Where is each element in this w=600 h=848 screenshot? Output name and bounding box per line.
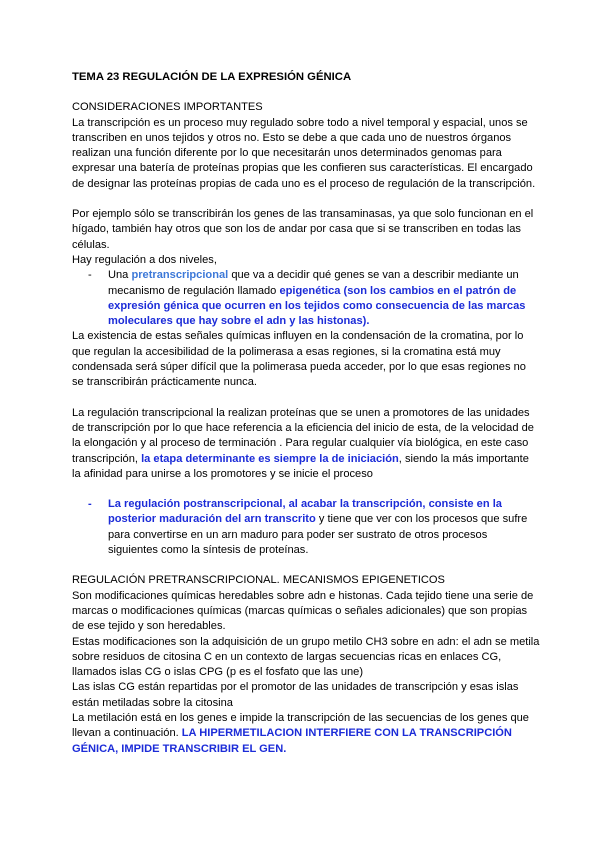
postranscriptional-list bbox=[72, 497, 540, 558]
paragraph-hypermethylation bbox=[72, 711, 540, 757]
page-title: TEMA 23 REGULACIÓN DE LA EXPRESIÓN GÉNICA bbox=[72, 71, 352, 83]
paragraph-intro: La transcripción es un proceso muy regulado sobre todo a nivel temporal y espacial, unos se transcriben en unos tejidos y otros no. Esto se debe a que cada uno de nuestros órganos realizan una función diferente por lo que necesitarán unos determinados genomas para expresar una batería de proteínas propias que les confieren sus características. El encargado de designar las proteínas propias de cada uno es el proceso de regulación de la transcripción. bbox=[72, 116, 536, 190]
paragraph-methylation: Estas modificaciones son la adquisición de un grupo metilo CH3 sobre en adn: el adn se metila sobre residuos de citosina C en un contexto de largas secuencias ricas en enlaces CG, llamados islas CG o islas CPG (p es el fosfato que las une) bbox=[72, 635, 540, 679]
list-text: que va a decidir qué genes se van a describir mediante un mecanismo de regulación llamado bbox=[108, 269, 519, 297]
list-text: y tiene que ver con los procesos que sufre para convertirse en un arn maduro para poder ser sustrato de otros procesos siguientes como la síntesis de proteínas. bbox=[108, 513, 528, 557]
paragraph-text: , siendo la más importante la afinidad para unirse a los promotores y se inicie el proceso bbox=[72, 452, 529, 480]
bullet-dash: - bbox=[88, 269, 92, 282]
highlight-epigenetica: epigenética (son los cambios en el patrón de expresión génica que ocurren en los tejidos como consecuencia de las marcas moleculares que hay sobre el adn y las histonas). bbox=[108, 284, 526, 328]
spacer bbox=[72, 192, 540, 207]
paragraph-chromatin: La existencia de estas señales químicas influyen en la condensación de la cromatina, por lo que regulan la accesibilidad de la polimerasa a esas regiones, si la cromatina está muy condensada será súper difícil que la polimerasa pueda acceder, por lo que esas regiones no se transcribirán prácticamente nunca. bbox=[72, 330, 526, 389]
paragraph-text: La regulación transcripcional la realizan proteínas que se unen a promotores de las unidades de transcripción por lo que hace referencia a la eficiencia del inicio de esta, de la velocidad de la elongación y al proceso de terminación . Para regular cualquier vía biológica, en este caso transcripción, bbox=[72, 406, 534, 465]
paragraph-transcriptional-regulation bbox=[72, 406, 540, 482]
paragraph-modifications: Son modificaciones químicas heredables sobre adn e histonas. Cada tejido tiene una serie de marcas o modificaciones químicas (marcas químicas o señales adicionales) que son propias de ese tejido y son heredables. bbox=[72, 589, 534, 633]
spacer bbox=[72, 558, 540, 573]
list-text: Una bbox=[108, 269, 132, 282]
highlight-postranscripcional: La regulación postranscripcional, al acabar la transcripción, consiste en la posterior maduración del arn transcrito bbox=[108, 498, 502, 526]
highlight-pretranscripcional: pretranscripcional bbox=[131, 269, 229, 282]
paragraph-cg-islands: Las islas CG están repartidas por el promotor de las unidades de transcripción y esas islas están metiladas sobre la citosina bbox=[72, 681, 519, 709]
levels-list bbox=[72, 268, 540, 329]
spacer bbox=[72, 391, 540, 406]
bullet-dash: - bbox=[88, 498, 92, 511]
spacer bbox=[72, 482, 540, 497]
paragraph-levels: Hay regulación a dos niveles, bbox=[72, 253, 217, 266]
list-item-pretranscriptional bbox=[72, 268, 540, 329]
paragraph-text: La metilación está en los genes e impide la transcripción de las secuencias de los genes que llevan a continuación. bbox=[72, 711, 529, 740]
paragraph-example: Por ejemplo sólo se transcribirán los genes de las transaminasas, ya que solo funcionan en el hígado, también hay otros que son los de andar por casa que si se transcriben en todas las células. bbox=[72, 208, 534, 251]
section-heading-epigenetics: REGULACIÓN PRETRANSCRIPCIONAL. MECANISMOS EPIGENETICOS bbox=[72, 574, 445, 587]
section-heading-considerations: CONSIDERACIONES IMPORTANTES bbox=[72, 101, 263, 114]
highlight-hipermetilacion: LA HIPERMETILACION INTERFIERE CON LA TRANSCRIPCIÓN GÉNICA, IMPIDE TRANSCRIBIR EL GEN. bbox=[72, 727, 512, 755]
highlight-iniciacion: la etapa determinante es siempre la de iniciación bbox=[141, 452, 399, 465]
list-item-postranscriptional bbox=[72, 497, 540, 558]
